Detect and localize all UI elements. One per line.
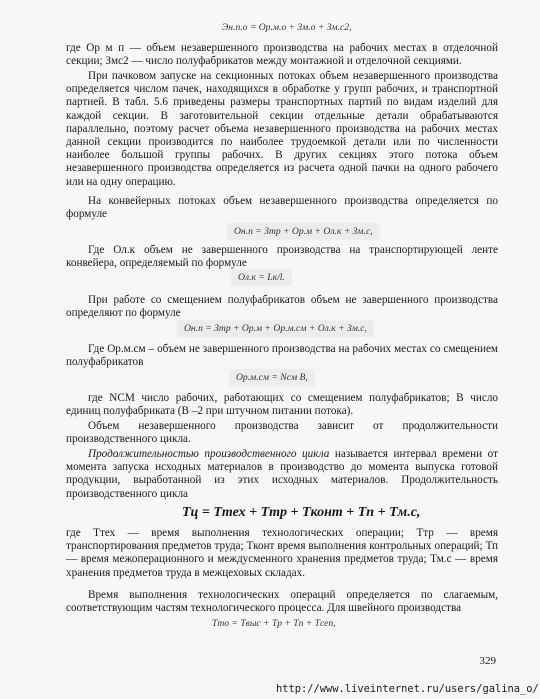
paragraph-3: На конвейерных потоках объем незавершенного производства определяется по формуле — [66, 195, 498, 221]
paragraph-5: При работе со смещением полуфабрикатов объем не завершенного производства определяют по формуле — [66, 294, 498, 320]
formula-1: Он.п = Зтр + Ор.м + Ол.к + Зм.с, — [228, 224, 379, 239]
paragraph-11: Время выполнения технологических операций определяется по слагаемым, соответствующим частям технологического процесса. Для швейного производства — [66, 589, 498, 615]
page-number: 329 — [479, 655, 496, 667]
paragraph-4: Где Ол.к объем не завершенного производства на транспортирующей ленте конвейера, определяемый по формуле — [66, 244, 498, 270]
formula-3: Он.п = Зтр + Ор.м + Ор.м.см + Ол.к + Зм.с, — [178, 321, 373, 336]
paragraph-2: При пачковом запуске на секционных потоках объем незавершенного производства определяется числом пачек, находящихся в обработке у групп рабочих, и транспортной партией. В табл. 5.6 приведены размеры транспортных партий по видам изделий для каждой секции. В заготовительной секции отдельные детали обрабатываются параллельно, поэтому расчет объема незавершенного производства на рабочих местах данной секции производится по наиболее трудоемкой детали или по численности наиболее большой группы рабочих. В других секциях этого потока объем незавершенного производства определяется из расчета одной пачки на одного рабочего или на одну операцию. — [66, 70, 498, 188]
source-url: http://www.liveinternet.ru/users/galina_o/ — [276, 683, 539, 695]
paragraph-6: Где Ор.м.см – объем не завершенного производства на рабочих местах со смещением полуфабрикатов — [66, 343, 498, 369]
formula-4: Ор.м.см = Nсм B, — [230, 370, 314, 385]
formula-2: Ол.к = Lк/l. — [232, 270, 291, 285]
paragraph-9-rest: называется интервал времени от момента запуска исходных материалов в производство до момента выпуска готовой продукции, выработанной из этих исходных материалов. Продолжительность производственного цикла — [66, 448, 499, 500]
formula-cycle: Tц = Tтех + Tтр + Tконт + Tп + Tм.с, — [182, 505, 421, 520]
paragraph-8: Объем незавершенного производства зависит от продолжительности производственного цикла. — [66, 420, 498, 446]
paragraph-1: где Ор м п — объем незавершенного производства на рабочих местах в отделочной секции; Змс2 — число полуфабрикатов между монтажной и отделочной секциями. — [66, 42, 498, 68]
cycle-duration-term: Продолжительностью производственного цикла — [88, 448, 330, 460]
paragraph-7: где NСМ число рабочих, работающих со смещением полуфабрикатов; В число единиц полуфабриката (В –2 при штучном питании потока). — [66, 392, 498, 418]
paragraph-9 — [66, 448, 498, 501]
formula-top: Эн.п.о = Ор.м.о + Зм.о + Зм.с2, — [222, 22, 352, 33]
formula-last: Tто = Tвыс + Tр + Tп + Tсеп, — [212, 618, 336, 629]
paragraph-10: где Ттех — время выполнения технологических операции; Ттр — время транспортирования предметов труда; Тконт время выполнения контрольных операций; Тп — время межоперационного и междусменного хранения предметов труда; Тм.с — время хранения предметов труда в межцеховых складах. — [66, 527, 498, 579]
